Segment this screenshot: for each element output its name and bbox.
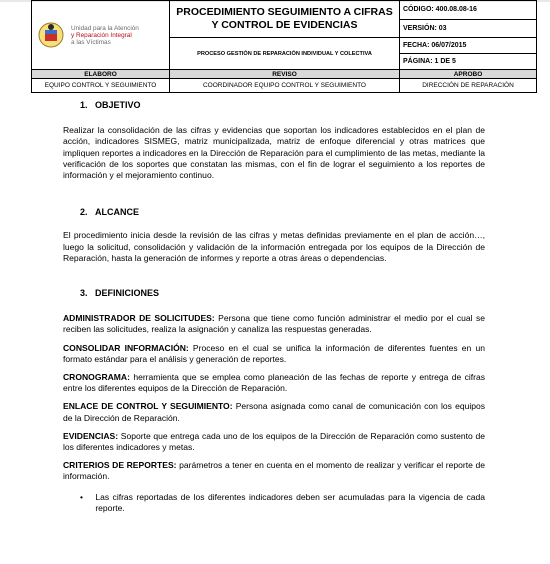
document-title: PROCEDIMIENTO SEGUIMIENTO A CIFRAS Y CONTROL DE EVIDENCIAS [176, 6, 393, 31]
definition-item: CRONOGRAMA: herramienta que se emplea como planeación de las fechas de reporte y entrega de cifras entre los diferentes equipos de la Dirección de Reparación. [63, 372, 485, 394]
sign-header-elaboro: ELABORO [32, 70, 170, 79]
definition-item: EVIDENCIAS: Soporte que entrega cada uno de los equipos de la Dirección de Reparación como sustento de los diferentes indicadores y metas. [63, 430, 485, 453]
process-name: PROCESO GESTIÓN DE REPARACIÓN INDIVIDUAL Y COLECTIVA [197, 50, 372, 57]
section-heading-alcance: 2. ALCANCE [80, 207, 139, 218]
section-heading-definiciones: 3. DEFINICIONES [80, 288, 160, 299]
definition-item: ADMINISTRADOR DE SOLICITUDES: Persona que tiene como función administrar el medio por el cual se reciben las solicitudes, realiza la asignación y canaliza las respuestas generadas. [63, 313, 485, 335]
sign-header-reviso: REVISO [170, 70, 400, 79]
section-heading-objetivo: 1. OBJETIVO [80, 100, 141, 110]
logo-cell [32, 1, 170, 70]
logo-text: Unidad para la Atención y Reparación Integral a las Víctimas [71, 24, 139, 46]
alcance-text: El procedimiento inicia desde la revisión de las cifras y metas definidas previamente en el plan de acción…, luego la solicitud, consolidación y validación de la información entregada por los equipos de la Dirección de Reparación, hasta la generación de informes y reporte a otras áreas o dependencias. [63, 230, 485, 263]
document-title-cell [170, 1, 400, 38]
process-cell [170, 38, 400, 70]
document-header-table [31, 0, 537, 93]
definition-item: CRITERIOS DE REPORTES: parámetros a tener en cuenta en el momento de realizar y verificar el reporte de información. [63, 460, 485, 482]
sign-header-aprobo: APROBO [400, 70, 537, 79]
version-label: VERSIÓN: 03 [400, 19, 537, 38]
coat-of-arms-icon [37, 21, 65, 49]
sign-value-reviso: COORDINADOR EQUIPO CONTROL Y SEGUIMIENTO [170, 79, 400, 93]
definition-item: CONSOLIDAR INFORMACIÓN: Proceso en el cual se unifica la información de diferentes fuentes en un formato estándar para el análisis y generación de reportes. [63, 342, 485, 364]
definition-item: ENLACE DE CONTROL Y SEGUIMIENTO: Persona asignada como canal de comunicación con los equipos de la Dirección de Reparación. [63, 401, 486, 423]
code-label: CÓDIGO: 400.08.08-16 [400, 1, 537, 20]
sign-value-elaboro: EQUIPO CONTROL Y SEGUIMIENTO [32, 79, 170, 93]
objetivo-text: Realizar la consolidación de las cifras y evidencias que soportan los indicadores establecidos en el plan de acción, indicadores SISMEG, matriz municipalizada, matriz de enfoque diferencial y otras matrices que impliquen reportes a indicadores en la Dirección de Reparación para el cumplimiento de las metas, mediante la verificación de los soportes que constatan las mismas, con el fin de lograr el seguimiento a los reportes de información y el mejoramiento continuo. [63, 125, 485, 181]
bullet-text: Las cifras reportadas de los diferentes indicadores deben ser acumuladas para la vigencia de cada reporte. [95, 491, 485, 513]
date-label: FECHA: 06/07/2015 [400, 38, 537, 54]
bullet-item [80, 492, 485, 514]
bullet-icon: • [80, 491, 83, 502]
page-label: PÁGINA: 1 DE 5 [400, 54, 537, 70]
document-body [63, 94, 485, 514]
sign-value-aprobo: DIRECCIÓN DE REPARACIÓN [400, 79, 537, 93]
